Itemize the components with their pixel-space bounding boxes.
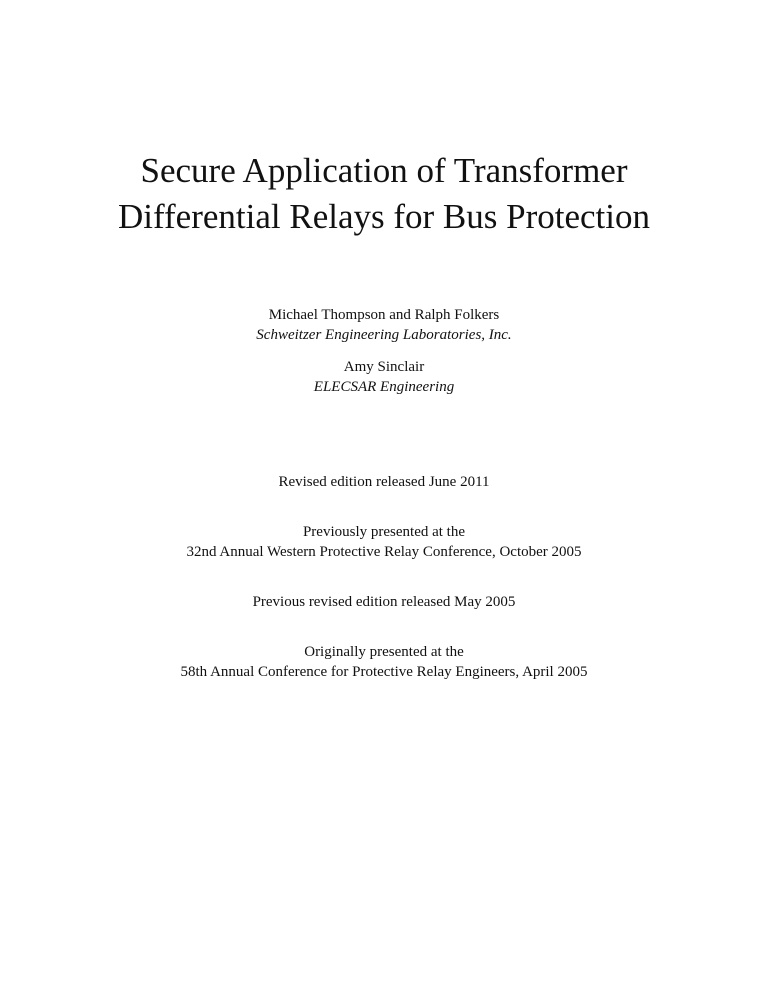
author-affiliation-2: ELECSAR Engineering xyxy=(313,379,455,395)
previous-revised-edition: Previous revised edition released May 2005 xyxy=(252,594,516,610)
revised-edition: Revised edition released June 2011 xyxy=(278,474,490,490)
title-line-1: Secure Application of Transformer xyxy=(140,151,628,190)
title-line-2: Differential Relays for Bus Protection xyxy=(117,197,650,236)
previously-presented-label: Previously presented at the xyxy=(302,524,466,540)
originally-presented-conference: 58th Annual Conference for Protective Relay Engineers, April 2005 xyxy=(180,664,588,680)
originally-presented-label: Originally presented at the xyxy=(304,644,464,660)
document-title xyxy=(0,148,768,240)
author-names-2: Amy Sinclair xyxy=(343,359,425,375)
author-affiliation-1: Schweitzer Engineering Laboratories, Inc. xyxy=(256,327,512,343)
author-names-1: Michael Thompson and Ralph Folkers xyxy=(268,307,500,323)
previously-presented-conference: 32nd Annual Western Protective Relay Conference, October 2005 xyxy=(186,544,582,560)
